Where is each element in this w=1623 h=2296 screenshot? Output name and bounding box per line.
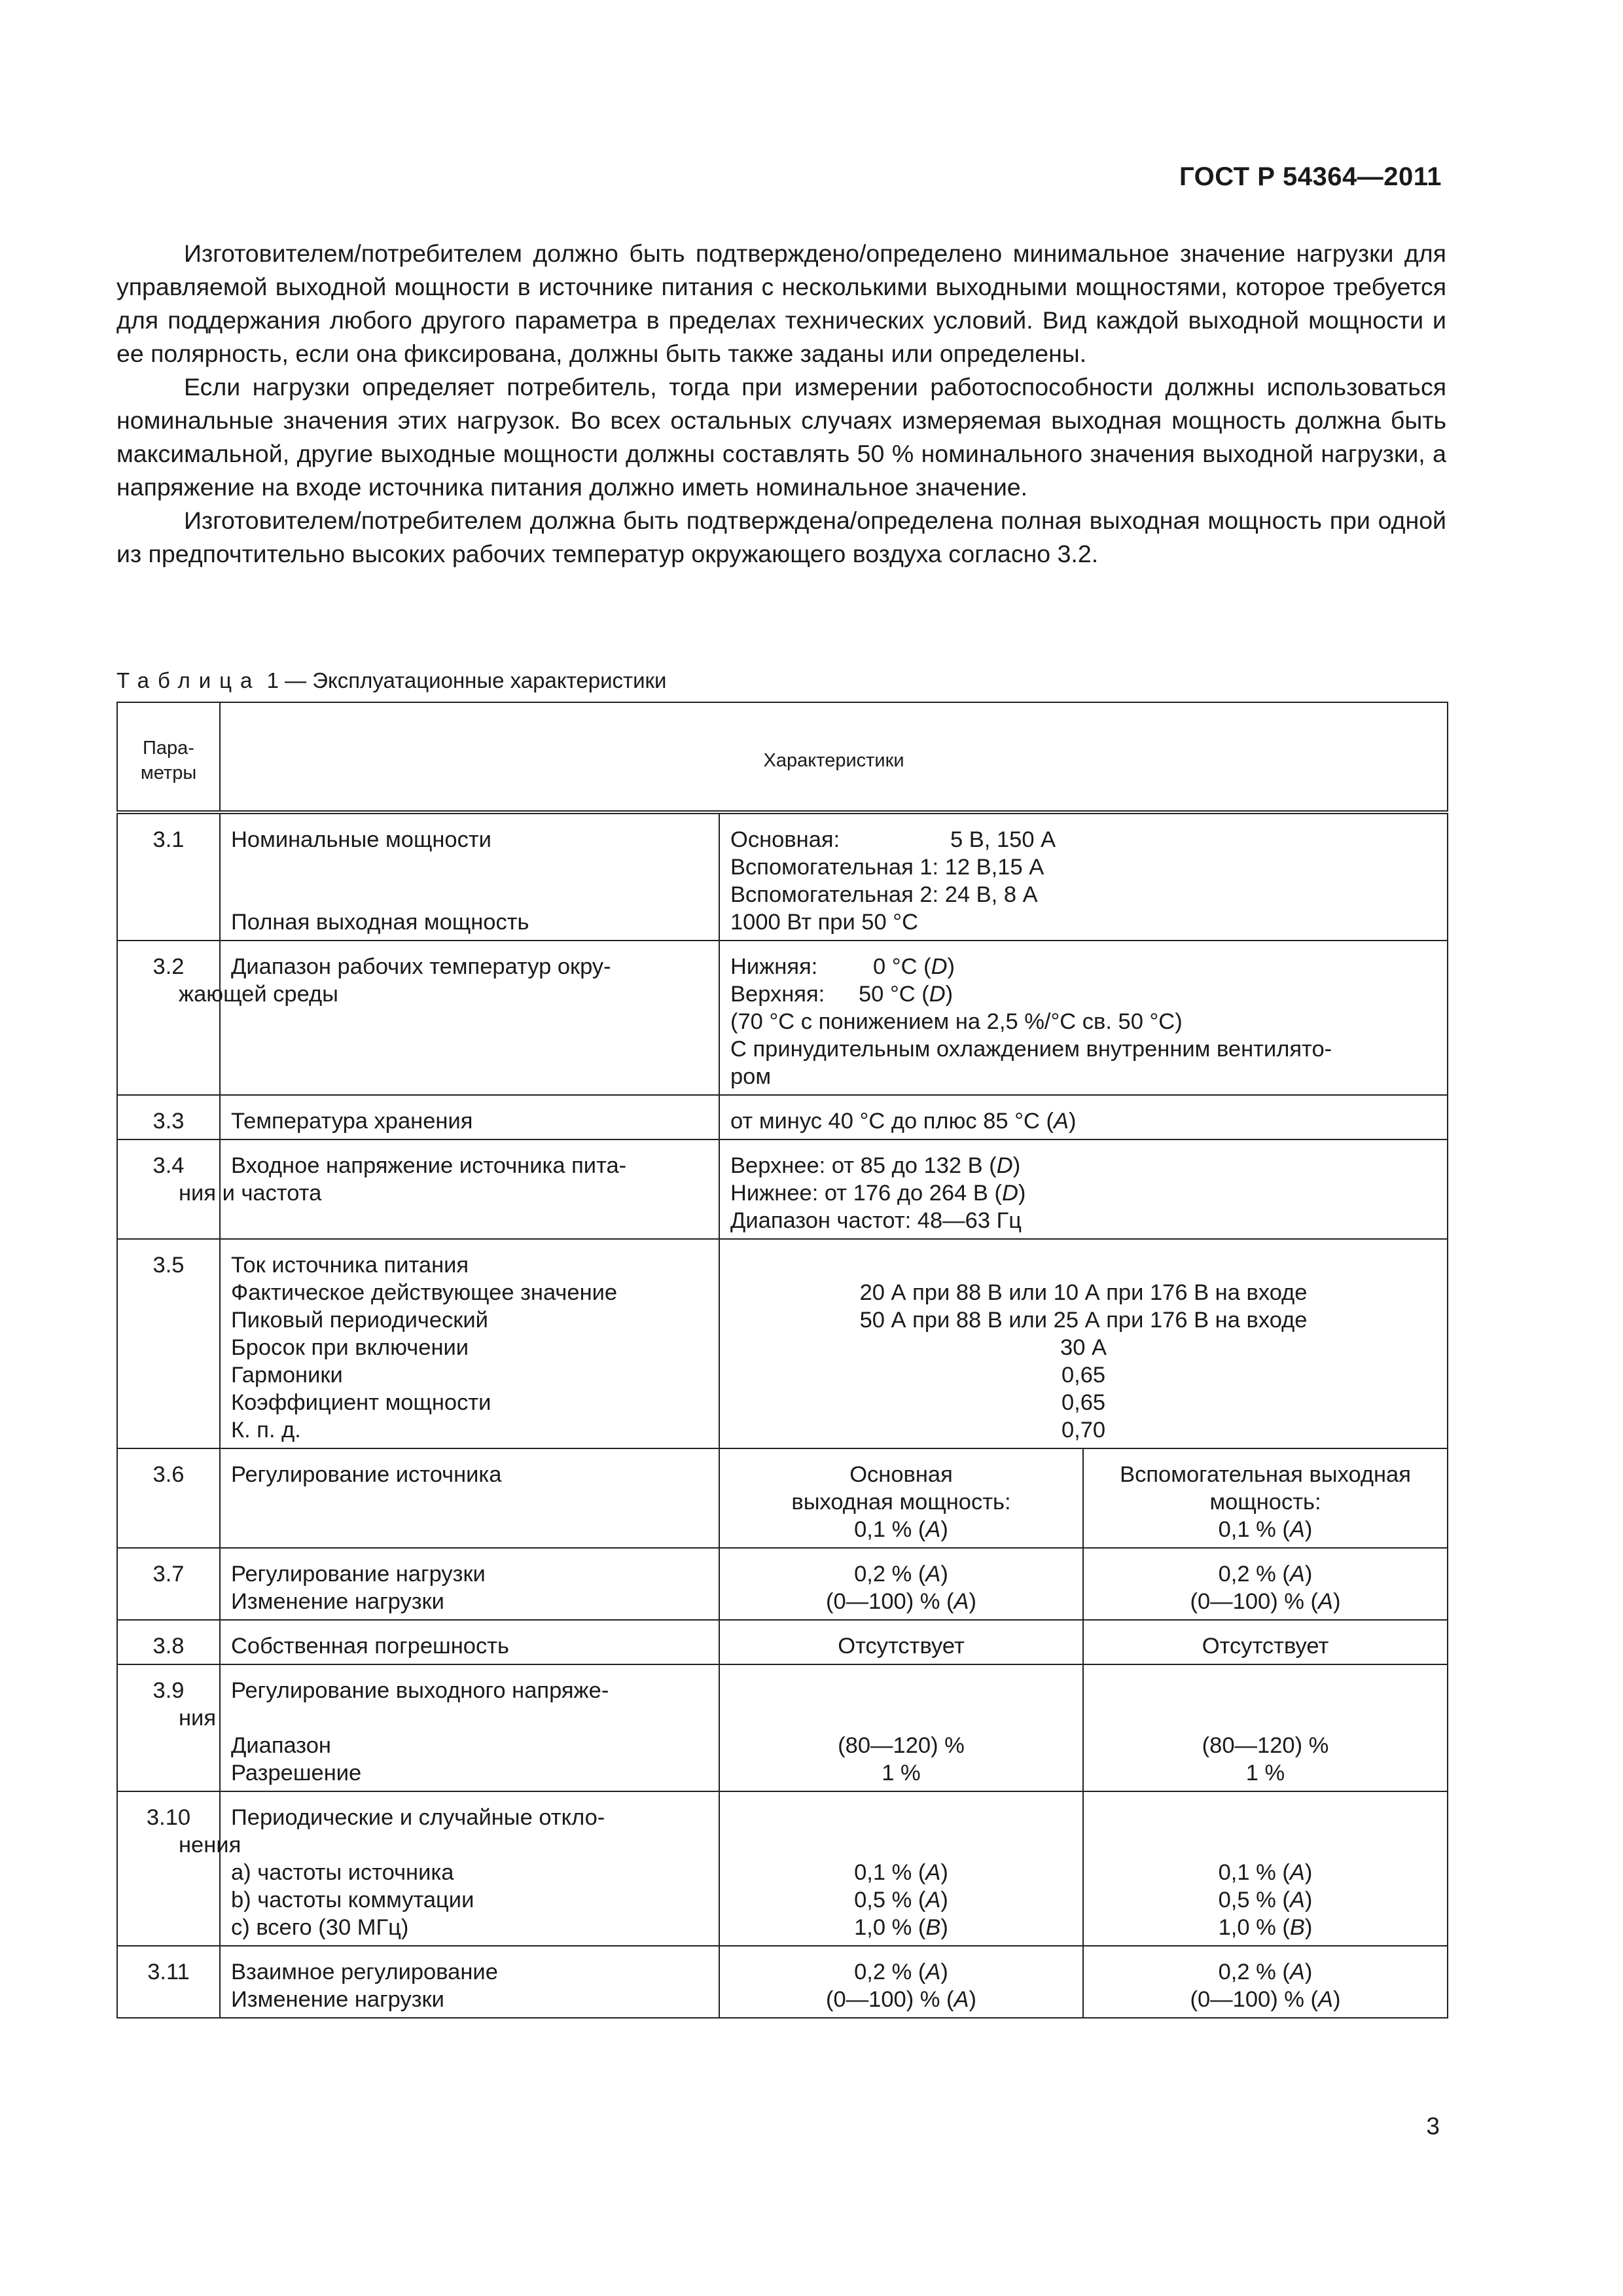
param-description: Собственная погрешность <box>220 1620 719 1664</box>
param-number: 3.8 <box>117 1620 220 1664</box>
param-number: 3.11 <box>117 1946 220 2018</box>
param-number: 3.1 <box>117 812 220 941</box>
param-value: Нижняя: 0 °С (D) Верхняя: 50 °С (D) (70 °С с понижением на 2,5 %/°С св. 50 °С) С принудительным охлаждением внутренним вентилято- ром <box>719 941 1448 1095</box>
body-text <box>116 237 1446 571</box>
table-row <box>117 1139 1448 1239</box>
param-value: 20 А при 88 В или 10 А при 176 В на входе 50 А при 88 В или 25 А при 176 В на входе 30 А 0,65 0,65 0,70 <box>719 1239 1448 1448</box>
param-description: Ток источника питания Фактическое действующее значение Пиковый периодический Бросок при включении Гармоники Коэффициент мощности К. п. д. <box>220 1239 719 1448</box>
table-row <box>117 1548 1448 1620</box>
param-number: 3.2 <box>117 941 220 1095</box>
table-row <box>117 1620 1448 1664</box>
param-value: Верхнее: от 85 до 132 В (D) Нижнее: от 176 до 264 В (D) Диапазон частот: 48—63 Гц <box>719 1139 1448 1239</box>
param-value-aux: 0,1 % (A) 0,5 % (A) 1,0 % (B) <box>1083 1791 1448 1946</box>
param-description: Диапазон рабочих температур окру- жающей среды <box>220 941 719 1095</box>
param-value-main: Отсутствует <box>719 1620 1083 1664</box>
param-number: 3.9 <box>117 1664 220 1791</box>
table-header-row <box>117 702 1448 812</box>
param-description: Входное напряжение источника пита- ния и частота <box>220 1139 719 1239</box>
param-value-main: Основная выходная мощность: 0,1 % (A) <box>719 1448 1083 1548</box>
specs-table <box>116 702 1448 2018</box>
param-number: 3.5 <box>117 1239 220 1448</box>
param-number: 3.6 <box>117 1448 220 1548</box>
param-description: Номинальные мощности Полная выходная мощность <box>220 812 719 941</box>
param-description: Взаимное регулирование Изменение нагрузки <box>220 1946 719 2018</box>
document-id: ГОСТ Р 54364—2011 <box>1179 162 1442 191</box>
header-characteristics: Характеристики <box>220 702 1448 812</box>
param-value-main: 0,1 % (A) 0,5 % (A) 1,0 % (B) <box>719 1791 1083 1946</box>
table-row <box>117 1664 1448 1791</box>
table-caption-text: 1 — Эксплуатационные характеристики <box>266 668 667 692</box>
table-row <box>117 812 1448 941</box>
param-value-main: 0,2 % (A) (0—100) % (A) <box>719 1548 1083 1620</box>
header-params: Пара- метры <box>117 702 220 812</box>
param-number: 3.3 <box>117 1095 220 1139</box>
param-description: Регулирование выходного напряже- ния Диапазон Разрешение <box>220 1664 719 1791</box>
param-value-aux: Вспомогательная выходная мощность: 0,1 % (A) <box>1083 1448 1448 1548</box>
paragraph: Изготовителем/потребителем должно быть подтверждено/определено минимальное значение нагрузки для управляемой выходной мощности в источнике питания с несколькими выходными мощностями, которое требуется для поддержания любого другого параметра в пределах технических условий. Вид каждой выходной мощности и ее полярность, если она фиксирована, должны быть также заданы или определены. <box>116 240 1446 367</box>
param-value-aux: 0,2 % (A) (0—100) % (A) <box>1083 1946 1448 2018</box>
param-number: 3.4 <box>117 1139 220 1239</box>
table-row <box>117 1239 1448 1448</box>
param-value-main: (80—120) % 1 % <box>719 1664 1083 1791</box>
page-number: 3 <box>1426 2113 1440 2140</box>
param-value-aux: (80—120) % 1 % <box>1083 1664 1448 1791</box>
param-value: Основная: 5 В, 150 А Вспомогательная 1: 12 В,15 А Вспомогательная 2: 24 В, 8 А 1000 Вт при 50 °С <box>719 812 1448 941</box>
param-description: Температура хранения <box>220 1095 719 1139</box>
param-description: Регулирование нагрузки Изменение нагрузки <box>220 1548 719 1620</box>
table-caption <box>116 668 666 694</box>
table-row <box>117 1448 1448 1548</box>
param-number: 3.10 <box>117 1791 220 1946</box>
table-row <box>117 1791 1448 1946</box>
param-value-main: 0,2 % (A) (0—100) % (A) <box>719 1946 1083 2018</box>
paragraph: Если нагрузки определяет потребитель, тогда при измерении работоспособности должны использоваться номинальные значения этих нагрузок. Во всех остальных случаях измеряемая выходная мощность должна быть максимальной, другие выходные мощности должны составлять 50 % номинального значения выходной нагрузки, а напряжение на входе источника питания должно иметь номинальное значение. <box>116 373 1446 501</box>
param-description: Регулирование источника <box>220 1448 719 1548</box>
param-description: Периодические и случайные откло- нения a) частоты источника b) частоты коммутации c) всего (30 МГц) <box>220 1791 719 1946</box>
param-value-aux: 0,2 % (A) (0—100) % (A) <box>1083 1548 1448 1620</box>
param-value-aux: Отсутствует <box>1083 1620 1448 1664</box>
paragraph: Изготовителем/потребителем должна быть подтверждена/определена полная выходная мощность при одной из предпочтительно высоких рабочих температур окружающего воздуха согласно 3.2. <box>116 507 1446 567</box>
table-row <box>117 941 1448 1095</box>
param-number: 3.7 <box>117 1548 220 1620</box>
table-caption-label: Таблица <box>116 668 261 692</box>
table-row <box>117 1946 1448 2018</box>
table-row <box>117 1095 1448 1139</box>
param-value: от минус 40 °С до плюс 85 °С (A) <box>719 1095 1448 1139</box>
